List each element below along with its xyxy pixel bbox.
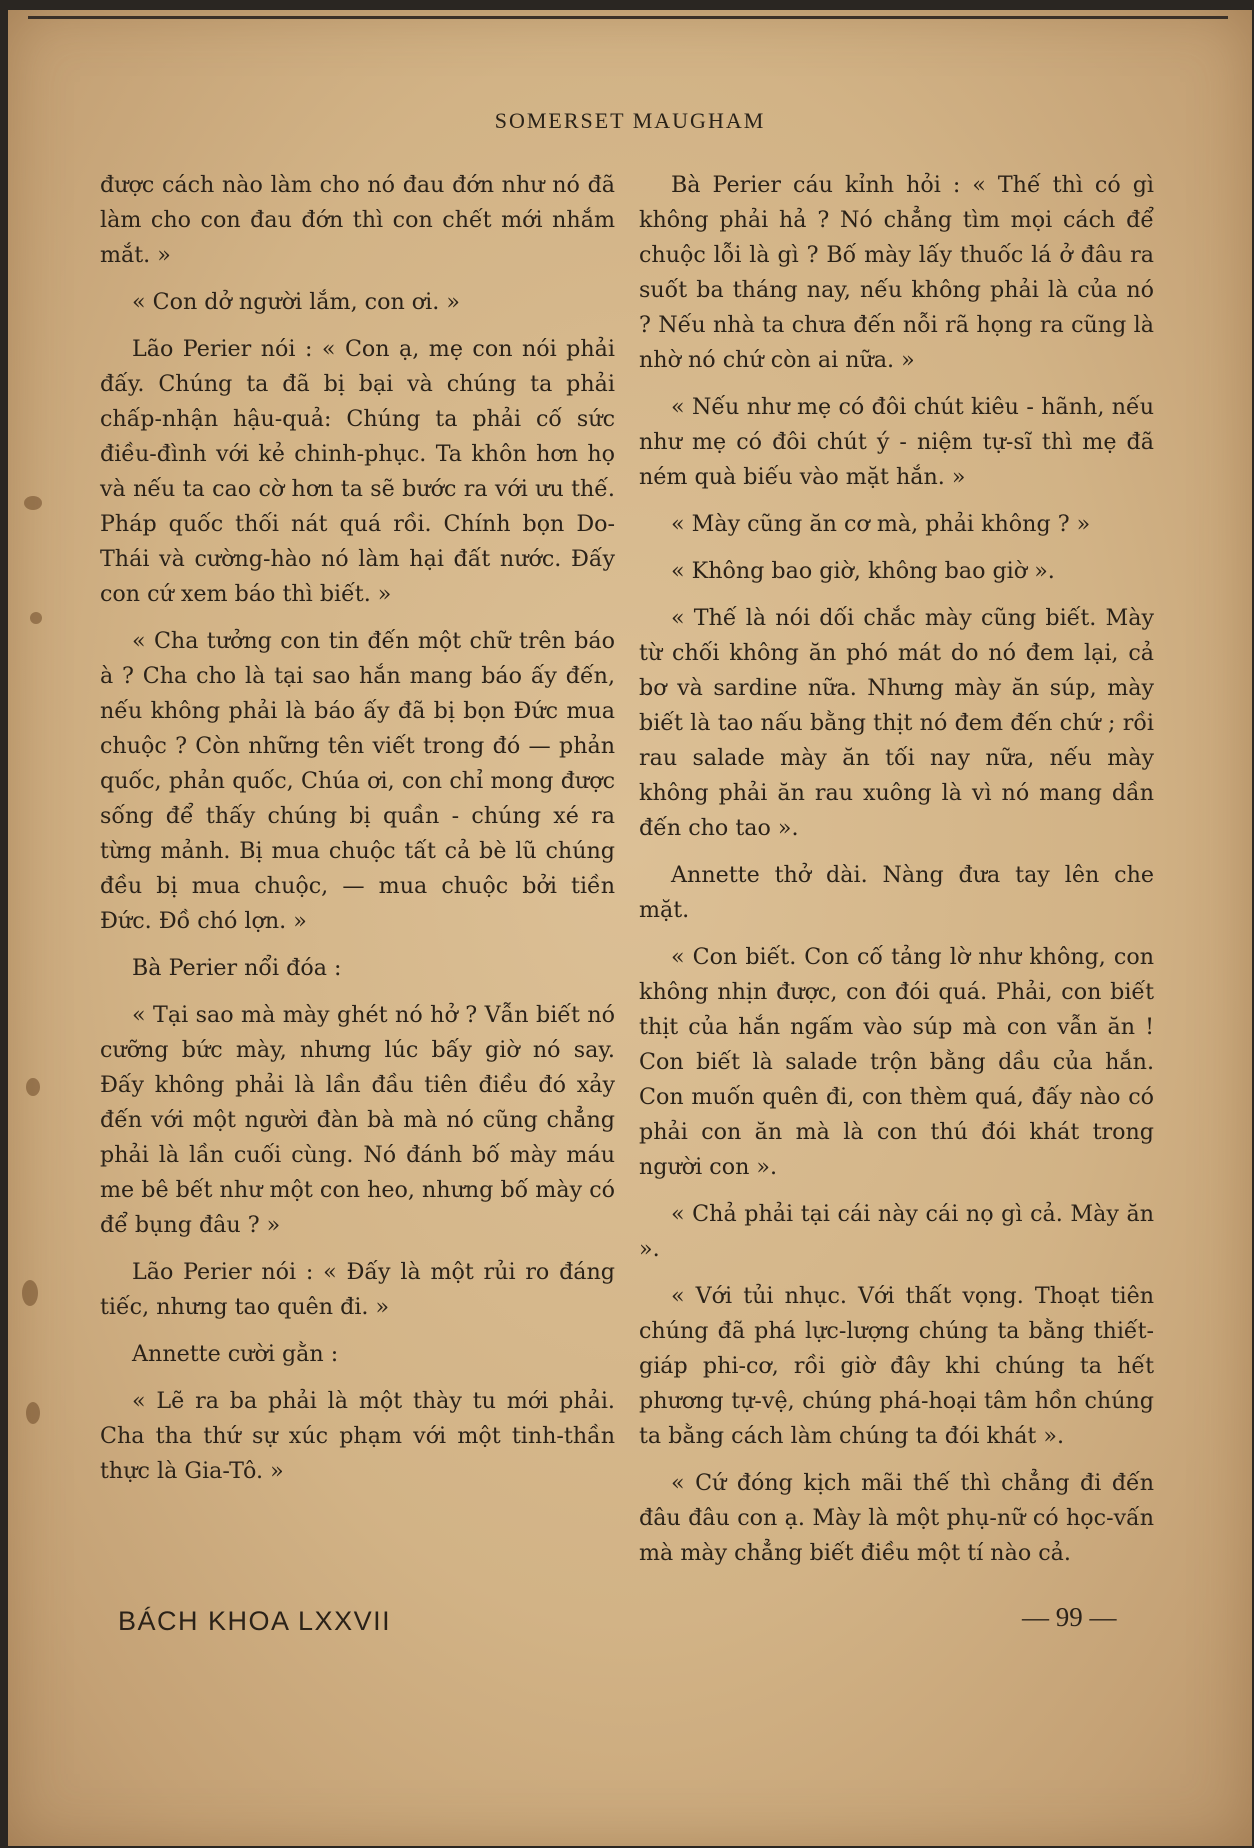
paragraph: « Chả phải tại cái này cái nọ gì cả. Mày ăn ». <box>639 1201 1154 1262</box>
paragraph: « Tại sao mà mày ghét nó hở ? Vẫn biết nó cưỡng bức mày, nhưng lúc bấy giờ nó say. Đấy không phải là lần đầu tiên điều đó xảy đến với một người đàn bà mà nó cũng chẳng phải là lần cuối cùng. Nó đánh bố mày máu me bê bết như một con heo, nhưng bố mày có để bụng đâu ? » <box>100 1002 615 1238</box>
paragraph: Lão Perier nói : « Đấy là một rủi ro đáng tiếc, nhưng tao quên đi. » <box>100 1259 615 1320</box>
page-top-edge <box>28 16 1228 19</box>
paragraph: Bà Perier nổi đóa : <box>132 955 342 981</box>
journal-title: BÁCH KHOA LXXVII <box>118 1606 392 1636</box>
paragraph: « Không bao giờ, không bao giờ ». <box>671 558 1055 584</box>
paragraph: « Thế là nói dối chắc mày cũng biết. Mày từ chối không ăn phó mát do nó đem lại, cả bơ và sardine nữa. Nhưng mày ăn súp, mày biết là tao nấu bằng thịt nó đem đến chứ ; rồi rau salade mày ăn tối nay nữa, nếu mày không phải ăn rau xuông là vì nó mang dần đến cho tao ». <box>639 605 1154 841</box>
paragraph: được cách nào làm cho nó đau đớn như nó đã làm cho con đau đớn thì con chết mới nhắm mắt. » <box>100 172 615 268</box>
paragraph: Lão Perier nói : « Con ạ, mẹ con nói phải đấy. Chúng ta đã bị bại và chúng ta phải chấp-nhận hậu-quả: Chúng ta phải cố sức điều-đình với kẻ chinh-phục. Ta khôn hơn họ và nếu ta cao cờ hơn ta sẽ bước ra với ưu thế. Pháp quốc thối nát quá rồi. Chính bọn Do-Thái và cường-hào nó làm hại đất nước. Đấy con cứ xem báo thì biết. » <box>100 336 615 607</box>
margin-stain <box>30 612 42 624</box>
paragraph: « Nếu như mẹ có đôi chút kiêu - hãnh, nếu như mẹ có đôi chút ý - niệm tự-sĩ thì mẹ đã ném quà biếu vào mặt hắn. » <box>639 394 1154 490</box>
page-number: — 99 — <box>1022 1602 1117 1632</box>
running-head: SOMERSET MAUGHAM <box>494 108 766 133</box>
paragraph: « Con dở người lắm, con ơi. » <box>132 289 460 315</box>
paragraph: Annette thở dài. Nàng đưa tay lên che mặt. <box>639 862 1154 923</box>
margin-stain <box>26 1078 40 1096</box>
book-page <box>8 10 1252 1846</box>
paragraph: Bà Perier cáu kỉnh hỏi : « Thế thì có gì không phải hả ? Nó chẳng tìm mọi cách để chuộc lỗi là gì ? Bố mày lấy thuốc lá ở đâu ra suốt ba tháng nay, nếu không phải là của nó ? Nếu nhà ta chưa đến nỗi rã họng ra cũng là nhờ nó chứ còn ai nữa. » <box>639 172 1154 373</box>
margin-stain <box>26 1402 40 1424</box>
paragraph: Annette cười gằn : <box>132 1341 339 1367</box>
paragraph: « Lẽ ra ba phải là một thày tu mới phải. Cha tha thứ sự xúc phạm với một tinh-thần thực là Gia-Tô. » <box>100 1388 615 1484</box>
paragraph: « Cha tưởng con tin đến một chữ trên báo à ? Cha cho là tại sao hắn mang báo ấy đến, nếu không phải là báo ấy đã bị bọn Đức mua chuộc ? Còn những tên viết trong đó — phản quốc, phản quốc, Chúa ơi, con chỉ mong được sống để thấy chúng bị quần - chúng xé ra từng mảnh. Bị mua chuộc tất cả bè lũ chúng đều bị mua chuộc, — mua chuộc bởi tiền Đức. Đồ chó lợn. » <box>100 628 615 934</box>
paragraph: « Con biết. Con cố tảng lờ như không, con không nhịn được, con đói quá. Phải, con biết thịt của hắn ngấm vào súp mà con vẫn ăn ! Con biết là salade trộn bằng dầu của hắn. Con muốn quên đi, con thèm quá, đấy nào có phải con ăn mà là con thú đói khát trong người con ». <box>639 944 1154 1180</box>
margin-stain <box>22 1280 38 1306</box>
left-column <box>100 168 615 1501</box>
paragraph: « Với tủi nhục. Với thất vọng. Thoạt tiên chúng đã phá lực-lượng chúng ta bằng thiết-giáp phi-cơ, rồi giờ đây khi chúng ta hết phương tự-vệ, chúng phá-hoại tâm hồn chúng ta bằng cách làm chúng ta đói khát ». <box>639 1283 1154 1449</box>
paragraph: « Cứ đóng kịch mãi thế thì chẳng đi đến đâu đâu con ạ. Mày là một phụ-nữ có học-vấn mà mày chẳng biết điều một tí nào cả. <box>639 1470 1154 1566</box>
right-column <box>639 168 1154 1583</box>
margin-stain <box>24 496 42 510</box>
paragraph: « Mày cũng ăn cơ mà, phải không ? » <box>671 511 1091 537</box>
